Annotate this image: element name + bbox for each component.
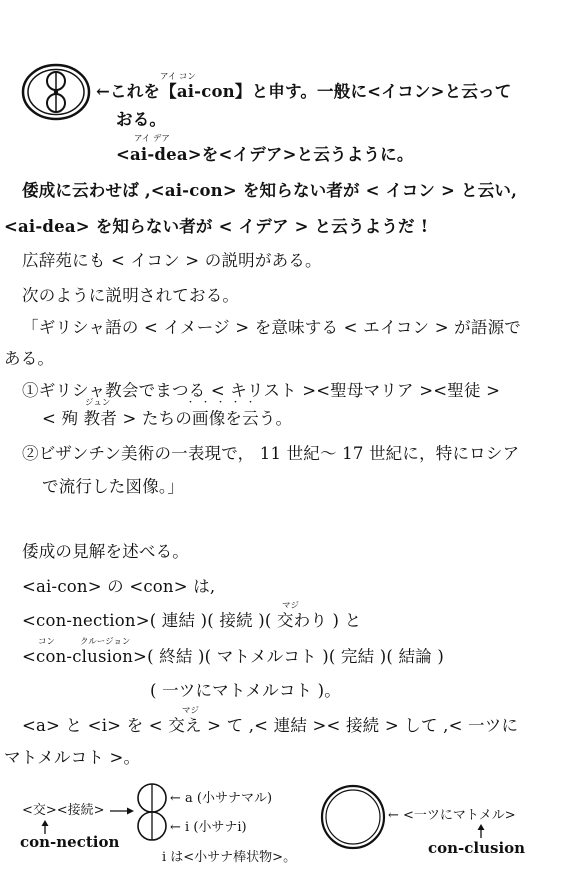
ruby-icon: アイ コン — [160, 72, 196, 82]
diagram-a-label: ← a (小サナマル) — [170, 791, 273, 806]
ruby-idea: アイ デア — [134, 134, 170, 144]
para1-line-2: <ai-dea> を知らない者が < イデア > と云うようだ ! — [4, 217, 429, 236]
arrow-up-icon — [40, 820, 50, 834]
list-item-2-line-1: ②ビザンチン美術の一表現で， 11 世紀〜 17 世紀に，特にロシア — [22, 444, 520, 463]
emphasis-dots: ・・・・・ — [186, 398, 262, 408]
ai-con-symbol-icon — [20, 63, 92, 121]
list-item-1-line-2: < 殉 教者 > たちの画像を云う。 — [42, 409, 293, 428]
para1-line-1: 倭成に云わせば ,<ai-con> を知らない者が < イコン > と云い, — [22, 181, 518, 200]
para2-line-3: 「ギリシャ語の < イメージ > を意味する < エイコン > が語源で — [22, 318, 521, 337]
opinion-line-1: 倭成の見解を述べる。 — [22, 542, 189, 561]
diagram-right-label: ← <一ツにマトメル> — [388, 808, 516, 823]
ruby-con: コン — [38, 637, 56, 647]
intro-line-2: おる。 — [116, 110, 167, 129]
diagram-caption: i は<小サナ棒状物>。 — [162, 850, 297, 865]
intro-line-3: <ai-dea>を<イデア>と云うように。 — [116, 145, 414, 164]
ruby-jun: ジュン — [85, 398, 111, 408]
list-item-2-line-2: で流行した図像。」 — [42, 477, 185, 496]
arrow-right-icon — [110, 806, 134, 816]
para2-line-4: ある。 — [4, 349, 55, 368]
arrow-up-icon-2 — [476, 824, 486, 838]
opinion-line-2: <ai-con> の <con> は, — [22, 577, 216, 596]
opinion-line-4: <con-clusion>( 終結 )( マトメルコト )( 完結 )( 結論 ) — [22, 647, 444, 666]
opinion-line-5: ( 一ツにマトメルコト )。 — [150, 681, 341, 700]
para2-line-1: 広辞苑にも < イコン > の説明がある。 — [22, 251, 322, 270]
unity-circle-icon — [318, 784, 388, 850]
opinion-line-6: <a> と <i> を < 交え > て ,< 連結 >< 接続 > して ,< 一ツに — [22, 716, 519, 735]
ruby-clusion: クルージョン — [80, 637, 131, 647]
diagram-left-top-label: <交><接続> — [22, 803, 105, 818]
opinion-line-7: マトメルコト >。 — [4, 748, 141, 767]
diagram-i-label: ← i (小サナi) — [170, 820, 247, 835]
opinion-line-3: <con-nection>( 連結 )( 接続 )( 交わり ) と — [22, 611, 362, 630]
a-i-symbol-icon — [134, 781, 174, 847]
intro-line-1: ←これを【ai-con】と申す。一般に<イコン>と云って — [96, 82, 512, 101]
list-item-1-line-1: ①ギリシャ教会でまつる < キリスト ><聖母マリア ><聖徒 > — [22, 381, 501, 400]
para2-line-2: 次のように説明されておる。 — [22, 286, 240, 305]
ruby-maji-2: マジ — [182, 706, 200, 716]
diagram-left-bottom-label: con-nection — [20, 833, 120, 851]
ruby-maji: マジ — [282, 601, 300, 611]
diagram-right-bottom-label: con-clusion — [428, 839, 526, 857]
